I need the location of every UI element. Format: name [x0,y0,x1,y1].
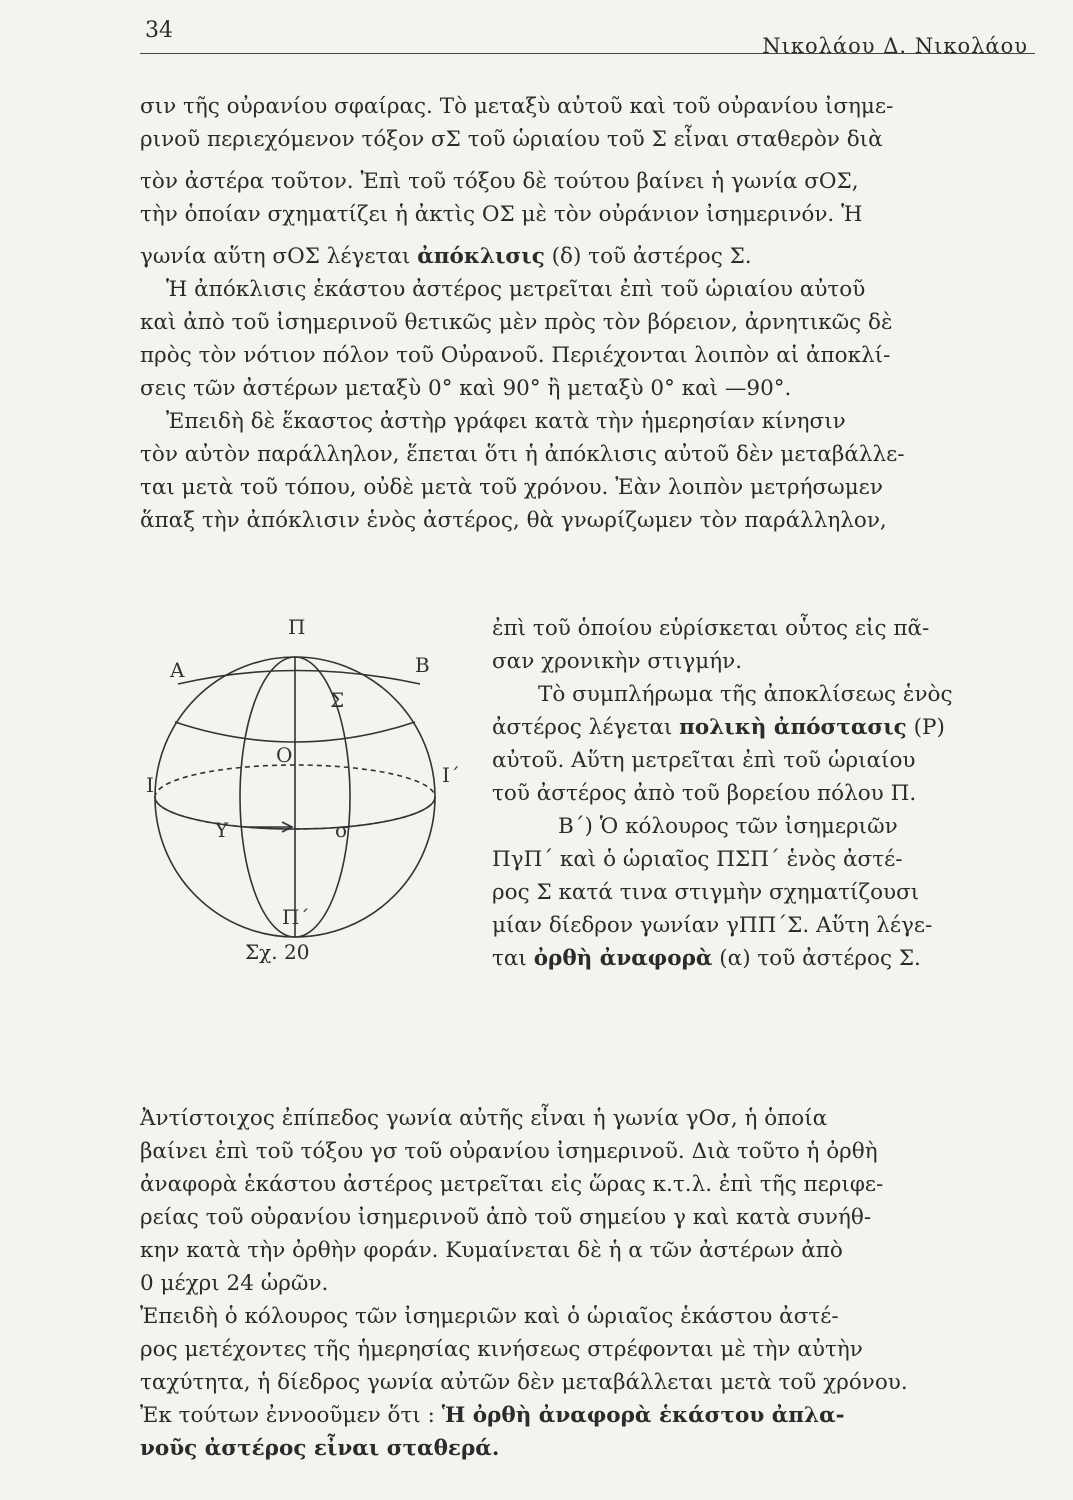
text-line: ταχύτητα, ἡ δίεδρος γωνία αὐτῶν δὲν μεταβάλλεται μετὰ τοῦ χρόνου. [140,1370,908,1395]
figure-caption: Σχ. 20 [245,940,310,964]
label-gamma: Υ [215,818,229,842]
text-line: πρὸς τὸν νότιον πόλον τοῦ Οὐρανοῦ. Περιέχονται λοιπὸν αἱ ἀποκλί- [140,343,891,368]
text-line: κην κατὰ τὴν ὀρθὴν φοράν. Κυμαίνεται δὲ ἡ α τῶν ἀστέρων ἀπὸ [140,1238,843,1263]
text-line: ΠγΠ΄ καὶ ὁ ὡριαῖος ΠΣΠ΄ ἑνὸς ἀστέ- [492,847,903,872]
text-line: Τὸ συμπλήρωμα τῆς ἀποκλίσεως ἑνὸς [538,682,953,707]
text-segment: ἀστέρος λέγεται [492,715,673,740]
text-line: ἅπαξ τὴν ἀπόκλισιν ἑνὸς ἀστέρος, θὰ γνωρίζωμεν τὸν παράλληλον, [140,508,887,533]
text-line: ρος Σ κατά τινα στιγμὴν σχηματίζουσι [492,880,920,905]
top-paragraphs [140,90,1040,537]
term-declination: ἀπόκλισις [417,244,545,269]
wrapped-paragraphs [492,612,1037,975]
text-line: Β΄) Ὁ κόλουρος τῶν ἰσημεριῶν [558,814,898,839]
page-number: 34 [145,18,173,43]
running-head: Νικολάου Δ. Νικολάου [762,34,1028,58]
text-segment: (δ) τοῦ ἀστέρος Σ. [551,244,752,269]
text-segment: (α) τοῦ ἀστέρος Σ. [719,946,921,971]
text-line: μίαν δίεδρον γωνίαν γΠΠ΄Σ. Αὕτη λέγε- [492,913,933,938]
conclusion-bold: Ἡ ὀρθὴ ἀναφορὰ ἑκάστου ἀπλα- [441,1403,845,1428]
text-line: Ἀντίστοιχος ἐπίπεδος γωνία αὐτῆς εἶναι ἡ γωνία γΟσ, ἡ ὁποία [140,1106,828,1131]
label-b: Β [415,653,430,677]
text-line: τὴν ὁποίαν σχηματίζει ἡ ἀκτὶς ΟΣ μὲ τὸν οὐράνιον ἰσημερινόν. Ἡ [140,202,863,227]
label-a: Α [170,658,185,682]
label-pole-north: Π [288,615,306,639]
text-line: 0 μέχρι 24 ὡρῶν. [140,1271,329,1296]
text-line: αὐτοῦ. Αὕτη μετρεῖται ἐπὶ τοῦ ὡριαίου [492,748,916,773]
text-line: ρείας τοῦ οὐρανίου ἰσημερινοῦ ἀπὸ τοῦ σημείου γ καὶ κατὰ συνήθ- [140,1205,872,1230]
text-line: τὸν αὐτὸν παράλληλον, ἕπεται ὅτι ἡ ἀπόκλισις αὐτοῦ δὲν μεταβάλλε- [140,442,905,467]
text-line [140,240,1040,273]
text-line: σιν τῆς οὐρανίου σφαίρας. Τὸ μεταξὺ αὐτοῦ καὶ τοῦ οὐρανίου ἰσημε- [140,94,894,119]
text-line: καὶ ἀπὸ τοῦ ἰσημερινοῦ θετικῶς μὲν πρὸς τὸν βόρειον, ἀρνητικῶς δὲ [140,310,893,335]
term-polar-distance: πολικὴ ἀπόστασις [679,715,907,740]
label-sigma: Σ [330,688,345,712]
text-segment: Ἐκ τούτων ἐννοοῦμεν ὅτι : [140,1403,435,1428]
text-line: σεις τῶν ἀστέρων μεταξὺ 0° καὶ 90° ἢ μεταξὺ 0° καὶ —90°. [140,376,792,401]
label-sigma-lower: σ [335,818,349,842]
text-segment: (Ρ) [913,715,945,740]
bottom-paragraphs [140,1102,1040,1465]
celestial-sphere-figure [146,612,480,972]
text-segment: ται [492,946,527,971]
text-segment: γωνία αὕτη σΟΣ λέγεται [140,244,411,269]
text-line: ἐπὶ τοῦ ὁποίου εὑρίσκεται οὗτος εἰς πᾶ- [492,616,930,641]
text-line: βαίνει ἐπὶ τοῦ τόξου γσ τοῦ οὐρανίου ἰσημερινοῦ. Διὰ τοῦτο ἡ ὀρθὴ [140,1139,878,1164]
text-line [140,1399,1040,1432]
text-line: τὸν ἀστέρα τοῦτον. Ἐπὶ τοῦ τόξου δὲ τούτου βαίνει ἡ γωνία σΟΣ, [140,169,859,194]
text-line: ἀναφορὰ ἑκάστου ἀστέρος μετρεῖται εἰς ὥρας κ.τ.λ. ἐπὶ τῆς περιφε- [140,1172,884,1197]
text-line: νοῦς ἀστέρος εἶναι σταθερά. [140,1436,500,1461]
label-center: Ο [276,743,293,767]
celestial-sphere-diagram [146,612,480,942]
text-line: ρος μετέχοντες τῆς ἡμερησίας κινήσεως στρέφονται μὲ τὴν αὐτὴν [140,1337,863,1362]
label-pole-south: Π΄ [282,905,310,929]
label-i-prime: Ι΄ [442,763,460,787]
term-right-ascension: ὀρθὴ ἀναφορὰ [533,946,713,971]
text-line: τοῦ ἀστέρος ἀπὸ τοῦ βορείου πόλου Π. [492,781,917,806]
text-line: Ἐπειδὴ δὲ ἕκαστος ἀστὴρ γράφει κατὰ τὴν ἡμερησίαν κίνησιν [166,409,846,434]
header-rule [140,53,1035,54]
text-line: Ἡ ἀπόκλισις ἑκάστου ἀστέρος μετρεῖται ἐπὶ τοῦ ὡριαίου αὐτοῦ [166,277,866,302]
text-line [492,711,1037,744]
text-line: ται μετὰ τοῦ τόπου, οὐδὲ μετὰ τοῦ χρόνου. Ἐὰν λοιπὸν μετρήσωμεν [140,475,883,500]
text-line: Ἐπειδὴ ὁ κόλουρος τῶν ἰσημεριῶν καὶ ὁ ὡριαῖος ἑκάστου ἀστέ- [140,1304,839,1329]
text-line [492,942,1037,975]
text-line: σαν χρονικὴν στιγμήν. [492,649,743,674]
text-line: ρινοῦ περιεχόμενον τόξον σΣ τοῦ ὡριαίου τοῦ Σ εἶναι σταθερὸν διὰ [140,127,883,152]
label-i: Ι [146,773,154,797]
